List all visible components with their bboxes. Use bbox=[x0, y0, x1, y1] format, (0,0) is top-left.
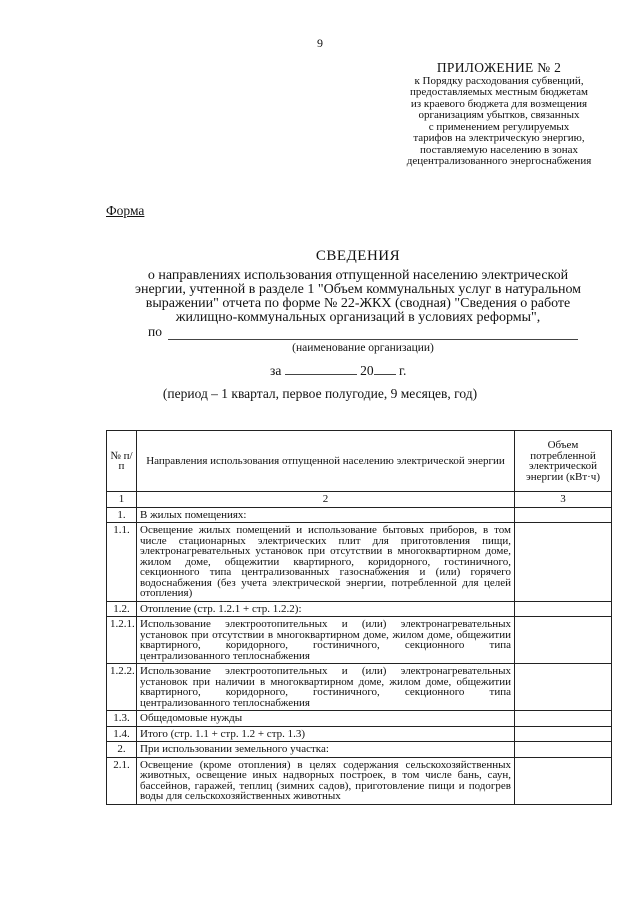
page-number: 9 bbox=[317, 36, 323, 50]
table-row bbox=[107, 601, 612, 617]
row-number: 1. bbox=[107, 507, 137, 523]
row-direction: Использование электроотопительных и (или) электронагревательных установок при отсутствии в многоквартирном доме, жилом доме, общежитии квартирного, коридорного, гостиничного, секционного типа централизованного теплоснабжения bbox=[137, 617, 515, 664]
table-row bbox=[107, 726, 612, 742]
row-direction: Отопление (стр. 1.2.1 + стр. 1.2.2): bbox=[137, 601, 515, 617]
header-number: № п/п bbox=[107, 431, 137, 492]
row-value-cell[interactable] bbox=[515, 523, 612, 602]
year-blank-line[interactable] bbox=[374, 362, 396, 375]
row-direction: В жилых помещениях: bbox=[137, 507, 515, 523]
row-value-cell[interactable] bbox=[515, 711, 612, 727]
table-row bbox=[107, 523, 612, 602]
organization-prefix: по bbox=[148, 324, 162, 339]
row-direction: Освещение (кроме отопления) в целях содержания сельскохозяйственных животных, освещение иных надворных построек, в том числе бань, саун, бассейнов, гаражей, теплиц (зимних садов), приготовление пищи и подогрев воды для сельскохозяйственных животных bbox=[137, 757, 515, 804]
row-direction: Использование электроотопительных и (или) электронагревательных установок при наличии в многоквартирном доме, жилом доме, общежитии квартирного, коридорного, гостиничного, секционного типа централизованного теплоснабжения bbox=[137, 664, 515, 711]
appendix-line: предоставляемых местным бюджетам bbox=[409, 86, 589, 98]
year-row bbox=[270, 362, 406, 379]
year-suffix: г. bbox=[398, 363, 407, 378]
row-number: 1.2.2. bbox=[107, 664, 137, 711]
subtitle-line: о направлениях использования отпущенной населению электрической bbox=[147, 268, 569, 283]
row-number: 1.4. bbox=[107, 726, 137, 742]
date-blank-line[interactable] bbox=[285, 362, 357, 375]
appendix-line: децентрализованного энергоснабжения bbox=[406, 155, 592, 167]
row-value-cell[interactable] bbox=[515, 757, 612, 804]
row-value-cell[interactable] bbox=[515, 507, 612, 523]
row-number: 1.2.1. bbox=[107, 617, 137, 664]
row-number: 1.1. bbox=[107, 523, 137, 602]
organization-row bbox=[148, 324, 578, 340]
table-header-row bbox=[107, 431, 612, 492]
appendix-block bbox=[384, 62, 614, 168]
year-prefix: за bbox=[270, 363, 282, 378]
organization-caption: (наименование организации) bbox=[292, 342, 434, 354]
index-cell: 3 bbox=[515, 492, 612, 508]
document-title: СВЕДЕНИЯ bbox=[315, 248, 401, 264]
row-value-cell[interactable] bbox=[515, 664, 612, 711]
row-direction: Освещение жилых помещений и использование бытовых приборов, в том числе стационарных электрических плит для приготовления пищи, электронагревательных установок при отсутствии в многоквартирном доме, жилом доме, общежитии квартирного, коридорного, гостиничного, секционного типа централизованных газоснабжения и (или) горячего водоснабжения (без учета электрической энергии, потребленной для целей отопления) bbox=[137, 523, 515, 602]
header-direction: Направления использования отпущенной населению электрической энергии bbox=[137, 431, 515, 492]
subtitle-line: жилищно-коммунальных организаций в условиях реформы", bbox=[175, 310, 541, 325]
organization-blank-line[interactable] bbox=[168, 326, 578, 340]
year-century: 20 bbox=[360, 363, 374, 378]
row-number: 2.1. bbox=[107, 757, 137, 804]
row-value-cell[interactable] bbox=[515, 601, 612, 617]
appendix-line: к Порядку расходования субвенций, bbox=[414, 74, 584, 87]
header-volume: Объем потребленной электрической энергии (кВт·ч) bbox=[515, 431, 612, 492]
table-row bbox=[107, 617, 612, 664]
title-block bbox=[108, 248, 608, 325]
subtitle-line: выражении" отчета по форме № 22-ЖКХ (сводная) "Сведения о работе bbox=[145, 296, 571, 311]
row-direction: При использовании земельного участка: bbox=[137, 742, 515, 758]
row-number: 1.2. bbox=[107, 601, 137, 617]
data-table bbox=[106, 430, 612, 805]
row-value-cell[interactable] bbox=[515, 617, 612, 664]
appendix-line: из краевого бюджета для возмещения bbox=[410, 97, 588, 110]
appendix-title: ПРИЛОЖЕНИЕ № 2 bbox=[436, 60, 562, 75]
table-row bbox=[107, 507, 612, 523]
table-row bbox=[107, 757, 612, 804]
form-label: Форма bbox=[106, 203, 145, 218]
appendix-line: с применением регулируемых bbox=[428, 120, 570, 133]
table-row bbox=[107, 711, 612, 727]
appendix-line: поставляемую населению в зонах bbox=[419, 143, 579, 156]
period-note: (период – 1 квартал, первое полугодие, 9 месяцев, год) bbox=[162, 386, 478, 401]
appendix-line: организациям убытков, связанных bbox=[418, 109, 580, 121]
row-value-cell[interactable] bbox=[515, 726, 612, 742]
table-index-row bbox=[107, 492, 612, 508]
row-value-cell[interactable] bbox=[515, 742, 612, 758]
table-row bbox=[107, 664, 612, 711]
row-direction: Итого (стр. 1.1 + стр. 1.2 + стр. 1.3) bbox=[137, 726, 515, 742]
index-cell: 2 bbox=[137, 492, 515, 508]
subtitle-line: энергии, учтенной в разделе 1 "Объем коммунальных услуг в натуральном bbox=[134, 282, 582, 297]
index-cell: 1 bbox=[107, 492, 137, 508]
row-number: 2. bbox=[107, 742, 137, 758]
table-row bbox=[107, 742, 612, 758]
row-number: 1.3. bbox=[107, 711, 137, 727]
appendix-line: тарифов на электрическую энергию, bbox=[413, 132, 585, 144]
row-direction: Общедомовые нужды bbox=[137, 711, 515, 727]
